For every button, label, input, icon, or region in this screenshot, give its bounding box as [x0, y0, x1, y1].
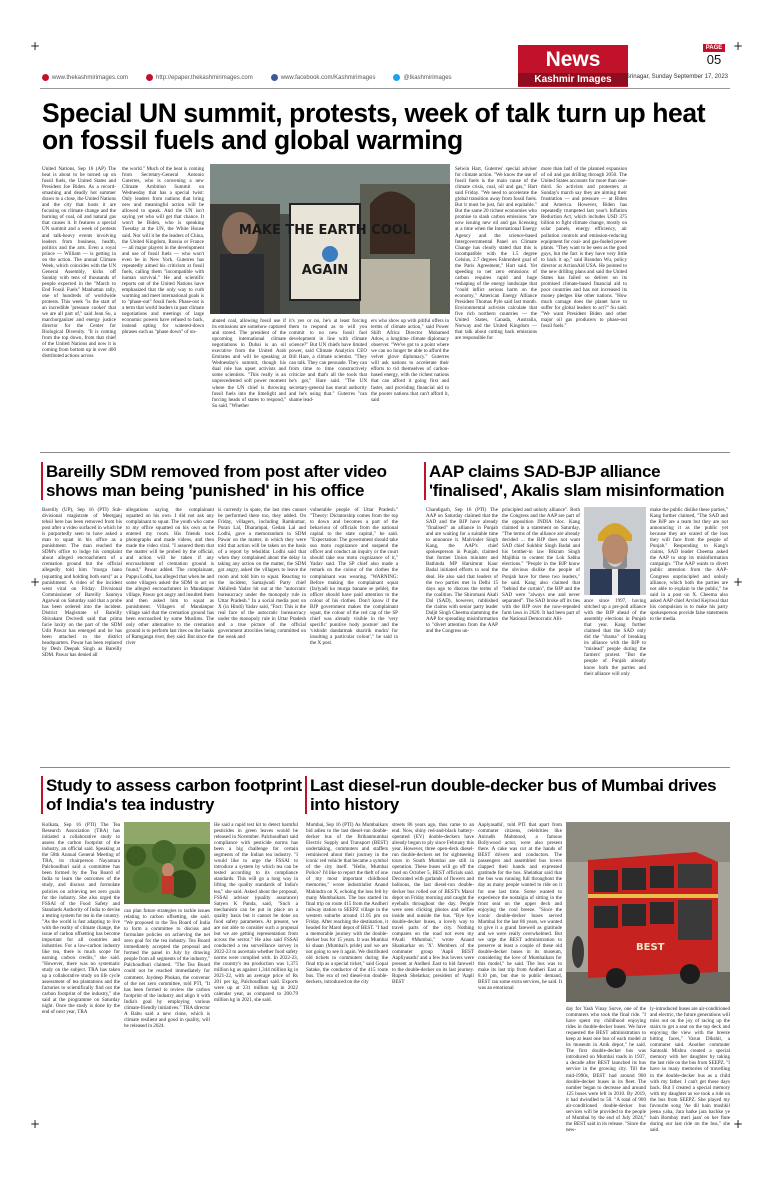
dateline: Srinagar, Sunday September 17, 2023 — [625, 74, 728, 80]
lead-column-1: United Nations, Sep 16 (AP) The heat is about to be turned up on fossil fuels, the United States and President Joe Biden. As a record-smashing and deadly hot summer draws to a close, the United Nations and the city that hosts it are focusing on climate change and the burning of coal, oil and natural gas that causes it. It features a special UN summit and a week of protests and talk-heavy events involving leaders from business, health, politics and the arts. Even a royal prince — William — is getting in on the action. The annual Climate Week, which coincides with the UN General Assembly, kicks off Sunday with tens of thousands of people expected in the "March to End Fossil Fuels" Manhattan rally, one of hundreds of worldwide protests. This week "is the start of an incredible 'pressure cooker' that we are all part of," said Jean Su, a marchorganizer and energy justice director for the Center for Biological Diversity. "It is coming from the top down, from that chief of the United Nations and now it is coming from bottom up in over 400 distributed actions across — [42, 166, 116, 360]
tea-column-1: Kolkata, Sep 16 (PTI) The Tea Research Association (TRA) has initiated a collaborative study to assess the carbon footprint of the industry, an official said. Speaking at the 58th Annual General Meeting of TRA, its chairperson Nayantara Palchoudhuri said a committee has been formed by the Tea Board of India to learn the outcomes of the study, and discuss and formulate policies on achieving net zero goals for the industry. She also urged the FSSAI of the Food Safety and Standards Authority of India to devise a testing system for tea in the country. "As the world is fast adapting to live with the reality of climate change, the issue of carbon offsetting has become important for all countries and industries. For a low-carbon industry like tea, there is much scope for earning carbon credits," she said. "However, there was no systematic study on the subject. TRA has taken up a collaborative study on life cycle assessment of tea plantations and the factories to scientifically find out the carbon footprint of the industry," she said at the programme on Saturday night. Once the study is done by the end of next year, TRA — [42, 822, 120, 1016]
bus-headline: Last diesel-run double-decker bus of Mumbai drives into history — [310, 776, 717, 814]
headline-accent-bar — [41, 776, 43, 814]
lead-column-6: Selwin Hart, Guterres' special adviser for climate action. "We know the use of fossil fuels is the main cause of the climate crisis, coal, oil and gas," Hart said Friday. "We need to accelerate the global transition away from fossil fuels. But it must be just, fair and equitable." But the same 20 richest economies who promise to slash carbon emissions "are now issuing new oil and gas licensing at a time when the International Energy Agency and the science-based Intergovernmental Panel on Climate Change has clearly stated that this is incompatible with the 1.5 degree Celsius, 2.7 degrees Fahrenheit goal of the Paris Agreement," Hart said. Yet speeding to net zero emissions of carbon requires rapid and huge reshaping of the energy landscape that "could inflict serious harm on the economy," American Energy Alliance President Thomas Pyle said last month. Environmental activists calculate that five rich northern countries — the United States, Canada, Australia, Norway and the United Kingdom — that talk about cutting back emissions are responsible for — [455, 166, 537, 342]
lead-column-3: abated coal, allowing fossil use if its emissions are somehow captured and stored. The president of the upcoming international climate negotiations in Dubai is an oil executive from the United Arab Emirates and will be speaking at Wednesday's summit, though his dual role has upset activists and some scientists. "This really is an unprecedented soft power moment where the UN chief is throwing fossil fuels into the limelight and forcing heads of states to respond," Su said. "Whether — [212, 318, 286, 409]
bareilly-column-2: allegations saying the complainant squatted on his own. I did not ask any complainant to squat. The youth who came to my office squatted on his own as he entered my room. His friends took photographs and made videos, and then made the video viral. "I assured them that the matter will be probed by the official, and action will be taken if any encroachment of cremation ground is found," Pawar added. The complainant, Pappu Lodhi, has alleged that when he and some villagers asked the SDM to act on the alleged encroachment in Mandanpur village, Pawar got angry and insulted them and then asked him to squat as punishment. Villagers of Mandanpur village said that the cremation ground has been encroached by some Muslims. The only other alternative to the cremation ground is to perform last rites on the banks of Ramganga river, they said. But since the river — [126, 507, 214, 647]
tea-photo — [124, 822, 210, 904]
epaper-link[interactable]: http://epaper.thekashmirimages.com — [146, 74, 253, 81]
aap-photo — [584, 507, 646, 595]
section-title: News — [545, 48, 601, 71]
bus-column-2: streets 86 years ago, thus came to an end. Now, shiny red-and-black battery-operated (EV) double-deckers have already begun to ply since February this year. However, three open-deck diesel-run double-deckers set for sightseeing tours in South Mumbai are still in operation. These buses will go off the road on October 5, BEST officials said. Decorated with garlands of flowers and balloons, the last diesel-run double-decker bus rolled out of BEST's Marol depot on Friday morning and caught the eyeballs throughout the day. People were seen clicking photos and selfies inside and outside the bus. "Bye bye double-decker buses, a lovely way to travel parts of the city. Nothing compares on the road not even my #Audi #Mumbai," wrote Anand Shankarkar on 'X'. Members of the commuter group 'Aapli BEST Aapliyasathi' and a few bus lovers were present at Andheri East to bid farewell to the double-decker on its last journey. Rupesh Shelatkar, president of 'Aapli BEST — [392, 822, 474, 986]
section-divider — [40, 767, 730, 768]
bareilly-column-4: vulnerable people of Uttar Pradesh." "Theory: Dictatorship comes from the top to down and becomes a part of the behaviour of officials from the national capital to the state capital," he said. "Expectation: The government should take suo motu cognizance and suspend the officer and conduct an inquiry or the court should take suo motu cognizance of it," Yadav said. The SP chief also made a remark on the colour of the clothes the complainant was wearing. "WARNING: Before making the complainant squat (far)yadi ko murga banane se pehle), the officer should have paid attention to the colour of his clothes. Don't know if the BJP government makes the complainant squat, the colour of the red cap of the SP chief was already visible in the 'very specific' punitive body posture' and the 'vishisht dandatmak sharirik mudra' for insulting a particular colour'," he said in the X post. — [310, 507, 398, 647]
lead-column-4: it's yes or no, he's at least forcing them to respond as to will you commit to no new fossil fuel development in line with climate science?" But UN chiefs have limited power, said Climate Analytics CEO Bill Hare, a climate scientist. "They can talk. They can persuade. They can from time to time constructively criticize and that's all the tools that he's got," Hare said. "The UN secretary-general has moral authority and he's using that." Guterres "can shame lead- — [289, 318, 367, 403]
headline-accent-bar — [424, 462, 426, 500]
page-number: 05 — [706, 52, 722, 67]
tea-column-3: He said a rapid test kit to detect harmful pesticides in green leaves would be released in November. Palchoudhuri said compliance with pesticide norms has been a big challenge for certain segments of the Indian tea industry. "I would like to urge the FSSAI to introduce a system by which tea can be tested according to its compliance standards. This will go a long way in lifting the quality standards of India's tea," she said. Asked about the proposal, FSSAI advisor (quality assurance) Satyen K Panda, said, "Such a mechanism can be put in place on a quality basis but it cannot be done on food safety parameters. At present, we are not able to consider such a proposal but we are getting representation from across the sector." He also said FSSAI conducted a tea surveillance survey in 2022-23 to ascertain whether food safety norms were complied with. In 2022-23, the country's tea production was 1,375 million kg as against 1,344 million kg in 2021-22, with an average price of Rs 201 per kg, Palchoudhuri said. Exports were up at 231 million kg in 2022 calendar year, as compared to 200.79 million kg in 2021, she said. — [214, 822, 298, 1004]
tea-headline: Study to assess carbon footprint of India's tea industry — [46, 776, 302, 814]
twitter-icon — [393, 74, 400, 81]
lead-column-7: more than half of the planned expansion of oil and gas drilling through 2050. The United States accounts for more than one-third. So activists and protesters at Sunday's march say they are aiming their frustration — and pressure — at Biden and America. However, Biden has repeatedly trumpeted last year's Inflation Reduction Act, which includes USD 375 billion to fight climate change, mostly on solar panels, energy efficiency, air pollution controls and emission-reducing equipment for coal- and gas-fueled power plants. "They want to be seen as the good guys, but the fact is they have very little to back it up," said Brandon Wu, policy director at ActionAid USA. He pointed to the new drilling plans and said the United States has failed so deliver on its promised climate-based financial aid to poor countries and has not increased its money pledges like other nations. "How much carnage does the planet have to suffer for global leaders to act?" Su said. "We want President Biden and other major oil gas producers to phase-out fossil fuels." — [541, 166, 627, 330]
registration-mark: + — [30, 39, 41, 53]
registration-mark: + — [733, 575, 744, 589]
website-link[interactable]: www.thekashmirimages.com — [42, 74, 128, 81]
bus-best-label: BEST — [636, 942, 665, 953]
aap-column-1: Chandigarh, Sep 16 (PTI) The AAP on Saturday claimed that the SAD and the BJP have already "finalised" an alliance in Punjab and are waiting for a suitable time to announce it. Malvinder Singh Kang, the AAP's chief spokesperson in Punjab, claimed that former Union minister and Bathinda MP Harsimrat Kaur Badal initiated efforts to seal the deal. He also said that leaders of the two parties met in Delhi 15 days ago to discuss the terms of the coalition. The Shiromani Akali Dal (SAD), however, rubbished the claims with senior party leader Daljit Singh Cheema slamming the AAP for spreading misinformation to "divert attention from the AAP and the Congress un- — [426, 507, 498, 634]
brand-name: Kashmir Images — [518, 73, 628, 86]
bus-photo — [566, 822, 730, 1002]
bareilly-headline: Bareilly SDM removed from post after video shows man being 'punished' in his office — [46, 462, 387, 500]
bus-column-4: day for Yash Vinay Surve, one of the commuters who took the final ride. "I have spent my childhood enjoying rides in double-decker buses. We have requested the BEST administration to keep at least one bus of each model at its museum in Anik depot," he said. The first double-decker bus was introduced on Mumbai roads in 1937, a decade after BEST launched its bus service in the growing city. Till the mid-1990s, BEST had around 900 double-decker buses in its fleet. The number began to decrease and around 125 buses were left in 2010. By 2019, it had dwindled to 50. "A total of 900 air-conditioned double-decker bus services will be provided to the people of Mumbai by the end of July 2024," the BEST said in its release. "Since the new- — [566, 1006, 646, 1133]
bus-column-5: ly-introduced buses are air-conditioned and electric, the future generations will miss out on the joy of racing up the stairs to get a seat on the top deck and enjoying the view with the breeze hitting faces," Varun Dikshit, a commuter said. Another commuter Santoshi Mishra created a special memory with her daughter by taking the last ride on the bus from SEEPZ. "I have so many memories of travelling in the double-decker bus as a child with my father. I can't get those days back. But I created a special memory with my daughter as we took a ride on the bus from SEEPZ. She played my favourite song 'Ae dil hain mushkil jeena yaha, Jara hatke jara bachke ye hain Bombay meri jaan' on her flute during our last ride on the bus," she said. — [650, 1006, 730, 1133]
page-number-box — [703, 44, 725, 68]
lead-column-2: the world." Much of the heat is coming from Secretary-General Antonio Guterres, who is convening a new Climate Ambition Summit on Wednesday that has a special twist: Only leaders from nations that bring new and meaningful action will be allowed to speak. And the UN isn't saying yet who will get that chance. It won't be Biden, who is speaking Tuesday at the UN, the White House said. Nor will it be the leaders of China, the United Kingdom, Russia or France — all major players in the development and use of fossil fuels — who won't even be in New York. Guterres has repeatedly aimed his criticism at fossil fuels, calling them "incompatible with human survival." He and scientific reports out of the United Nations have emphasized that the only way to curb warming and meet international goals is to "phase-out" fossil fuels. Phase-out is a term that world leaders in past climate negotiations and meetings of large economic powers have refused to back, instead opting for watered-down phrases such as "phase down" of un- — [122, 166, 204, 336]
headline-accent-bar — [305, 776, 307, 814]
bus-column-3: Aaplyasathi', told PTI that apart from commuter citizens, celebrities like Anirudh Mahmood, a famous Bollywood actor, were also present there. A cake was cut at the hands of BEST drivers and conductors. The passengers and assembled bus lovers clapped their hands and expressed gratitude for the bus. Shelatkar said that the bus was running full throughout the day as many people wanted to ride on it for one last time. Some wanted to experience the nostalgia of sitting in the front seat on the upper deck and enjoying the cool breeze. "Since the iconic double-decker buses served Mumbai for the last 86 years, we wanted to give it a grand farewell as gratitude and we were really overwhelmed. But we urge the BEST administration to preserve at least a couple of these old double-decker buses in its museum, considering the love of Mumbaikars for this model," he said. The bus was to make its last trip from Andheri East at 8.10 pm, but due to public demand, BEST ran some extra services, he said. It was an emotional — [478, 822, 562, 992]
bus-column-1: Mumbai, Sep 16 (PTI) As Mumbaikars bid adieu to the last diesel-run double-decker bus of the Brihanmumbai Electric Supply and Transport (BEST) undertaking, commuters and staffers reminisced about their journey in the iconic red vehicle that became a symbol of the city itself. "Hello, Mumbai Police? I'd like to report the theft of one of my most important childhood memories," wrote industrialist Anand Mahindra on X, echoing the loss felt by many Mumbaikars. The bus started its final trip on route 415 from the Andheri railway station to SEEPZ village in the western suburbs around 11.05 pm on Friday. After reaching the destination, it headed for Marol depot of BEST. "I had a memorable journey with the double-decker bus for 15 years. It was Mumbai ki shaan (Mumbai's pride) and we are not going to see it again. We distributed old tickets to commuters during the final trip as a special ticket," said Gopal Satake, the conductor of the 415 route bus. The era of red diesel-run double-deckers, introduced on the city — [306, 822, 388, 986]
bareilly-column-3: is currently in spate, the last rites cannot be performed there too, they added. On Friday, villagers, including Ramkumar, Puran Lal, Dharampal, Gedan Lal and Lodhi, gave a memorandum to SDM Pawar on the matter, in which they were told that action will be taken on the basis of a report by tehsildar. Lodhi said that when they complained about the delay in taking any action on the matter, the SDM got angry, asked the villagers to leave the room and told him to squat. Reacting to the incident, Samajwadi Party chief Akhilesh Yadav hit out at the "autocratic bureaucracy under the monopoly rule in Uttar Pradesh." In a social media post on X (in Hindi) Yadav said, "Fact: This is the real face of the autocratic bureaucracy under the monopoly rule in Uttar Pradesh and a true picture of the official government atrocities being committed on the weak and — [218, 507, 306, 640]
registration-mark: + — [733, 39, 744, 53]
bareilly-column-1: Bareilly (UP), Sep 16 (PTI) Sub-divisional magistrate of Meerganj tehsil here has been removed from his post after a video surfaced in which he is purportedly seen to have asked a man to squat in his office as a punishment. The man reached the SDM's office to lodge his complaint about alleged encroachment of a cremation ground but the official allegedly told him "murga bano (squatting and holding both ears)" as a punishment. A video of the incident went viral on Friday. Divisional Commissioner of Bareilly Saumya Agarwal on Saturday said that a probe has been ordered into the incident. District Magistrate of Bareilly Shivakant Dwivedi said that prima facie laxity on the part of the SDM Udit Pawar has emerged and he has been attached to the district headquarters. Pawar has been replaced by Desh Deepak Singh as Bareilly SDM. Pawar has denied all — [42, 507, 122, 659]
aap-headline: AAP claims SAD-BJP alliance 'finalised', Akalis slam misinformation — [429, 462, 725, 500]
registration-mark: + — [30, 1117, 41, 1131]
lead-photo — [210, 164, 450, 314]
aap-column-2: principled and unholy alliance". Both the Congress and the AAP are part of the opposition INDIA bloc. Kang claimed in a statement on Saturday, "The terms of the alliance are already decided ... the BJP does not want SAD chief Sukhbir Singh Badal and his brother-in law Bikram Singh Majithia to contest the Lok Sabha elections." "People in the BJP know the obvious dislike the people of Punjab have for these two leaders," he said. Kang also claimed that "behind the curtain", the BJP and the SAD were "always one and never separated". The SAD broke off its ties with the BJP over the now-repealed farm laws in 2020. It had been part of the National Democratic Alli- — [502, 507, 580, 622]
lead-headline: Special UN summit, protests, week of talk turn up heat on fossil fuels and global warming — [42, 98, 706, 155]
aap-column-4: make the public dislike these parties," Kang further claimed, "The SAD and the BJP are a team but they are not announcing it as the public yet because they are scared of the loss they will face from the people of Punjab." Responding to Kang's claims, SAD leader Cheema asked the AAP to stop its misinformation campaign. "The AAP wants to divert public attention from the AAP-Congress unprincipled and unholy alliance, which both the parties are not able to explain to the public," he said in a post on X. Cheema also asked AAP chief Arvind Kejriwal that his compulsion is to make his party spokesperson provide false statements to the media. — [650, 507, 728, 622]
tea-column-2: can plan future strategies to tackle issues relating to carbon offsetting, she said. "We proposed to the Tea Board of India to form a committee to discuss and formulate policies on achieving the net zero goal for the tea industry. Tea Board immediately accepted the proposal and formed the panel in July by drawing people from all segments of the industry," Palchoudhuri claimed. "The Tea Board could not be reached immediately for comment. Joydeep Phukan, the convenor of the net zero committee, told PTI, "It has been formed to review the carbon footprint of the industry and align it with India's goal by employing various climate-friendly initiatives." TRA director A Babu said a new clone, which is climate resilient and good in quality, will be released in 2024. — [124, 908, 210, 1029]
facebook-link[interactable]: www.facebook.com/Kashmirimages — [271, 74, 376, 81]
lead-column-5: ers who show up with pitiful offers in terms of climate action," said Power Shift Africa Director Mohamed Adow, a longtime climate diplomacy observer. "We've got to a point where we can no longer be able to afford the velvet glove diplomacy." Guterres will ask nations to accelerate their efforts to rid themselves of carbon-based energy, with the richest nations that can afford it going first and faster, and providing financial aid to the poorer nations that can't afford it, said — [371, 318, 449, 403]
facebook-icon — [271, 74, 278, 81]
page-label: PAGE — [703, 44, 725, 52]
aap-column-3: ance since 1997, having stitched up a pre-poll alliance with the BJP ahead of the assembly elections in Punjab that year. Kang further claimed that the SAD only did the "drama" of breaking its alliance with the BJP to "mislead" people during the farmers' protest. "But the people of Punjab already know both the parties and their alliance will only — [584, 598, 646, 677]
headline-accent-bar — [41, 462, 43, 500]
globe-icon — [42, 74, 49, 81]
twitter-link[interactable]: @Ikashmirimages — [393, 74, 451, 81]
section-divider — [40, 452, 730, 453]
epaper-icon — [146, 74, 153, 81]
header-links — [42, 74, 452, 81]
protest-sign-text-2: AGAIN — [301, 263, 349, 278]
section-tab — [518, 45, 628, 87]
protest-sign-text: MAKE THE EARTH COOL — [238, 223, 412, 238]
header-divider — [40, 88, 730, 89]
registration-mark: + — [30, 575, 41, 589]
registration-mark: + — [733, 1117, 744, 1131]
